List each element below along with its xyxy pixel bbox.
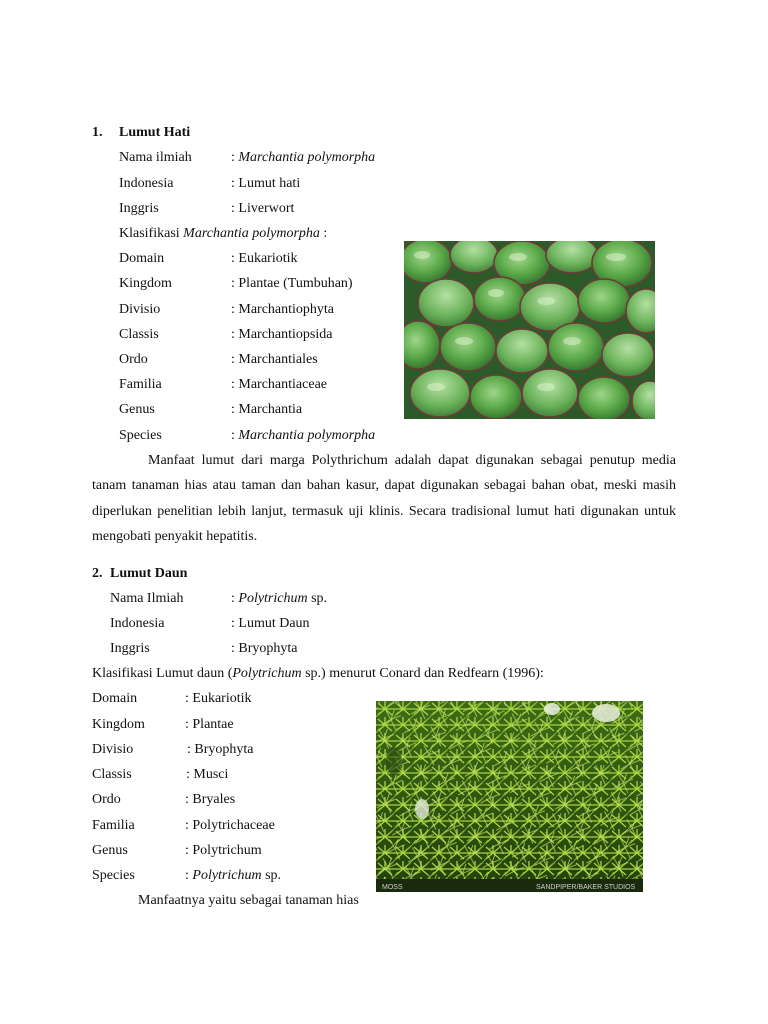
s2-tax-label-classis: Classis — [92, 767, 132, 782]
s1-value-nama-ilmiah: : Marchantia polymorpha — [231, 150, 376, 165]
s2-tax-value-classis: : Musci — [186, 767, 229, 782]
moss-photo — [376, 701, 643, 892]
s1-tax-label-kingdom: Kingdom — [119, 276, 172, 291]
s2-tax-label-kingdom: Kingdom — [92, 717, 145, 732]
section2-heading: Lumut Daun — [110, 566, 188, 581]
s1-tax-label-ordo: Ordo — [119, 352, 148, 367]
s2-tax-value-domain: : Eukariotik — [185, 691, 252, 706]
s1-tax-value-classis: : Marchantiopsida — [231, 327, 333, 342]
s2-tax-label-divisio: Divisio — [92, 742, 134, 757]
s1-tax-value-kingdom: : Plantae (Tumbuhan) — [231, 276, 353, 291]
section2-closing: Manfaatnya yaitu sebagai tanaman hias — [138, 893, 359, 908]
s2-label-inggris: Inggris — [110, 641, 150, 656]
section2-number: 2. — [92, 566, 103, 581]
s2-value-nama-ilmiah: : Polytrichum sp. — [231, 591, 328, 606]
s2-tax-label-domain: Domain — [92, 691, 138, 706]
s1-tax-value-ordo: : Marchantiales — [231, 352, 318, 367]
section1-number: 1. — [92, 125, 103, 140]
s1-tax-label-classis: Classis — [119, 327, 159, 342]
moss-photo-caption-right: SANDPIPER/BAKER STUDIOS — [536, 884, 636, 891]
liverwort-photo — [404, 241, 655, 419]
s2-value-inggris: : Bryophyta — [231, 641, 298, 656]
s1-tax-value-genus: : Marchantia — [231, 402, 303, 417]
s1-label-indonesia: Indonesia — [119, 176, 174, 191]
s1-tax-value-domain: : Eukariotik — [231, 251, 298, 266]
s1-tax-value-familia: : Marchantiaceae — [231, 377, 327, 392]
s1-label-nama-ilmiah: Nama ilmiah — [119, 150, 192, 165]
section1-heading: Lumut Hati — [119, 125, 191, 140]
s1-tax-label-divisio: Divisio — [119, 302, 161, 317]
s2-tax-label-familia: Familia — [92, 818, 135, 833]
s1-tax-label-species: Species — [119, 428, 162, 443]
s2-tax-value-kingdom: : Plantae — [185, 717, 234, 732]
s1-value-indonesia: : Lumut hati — [231, 176, 301, 191]
s2-label-nama-ilmiah: Nama Ilmiah — [110, 591, 184, 606]
s1-tax-label-genus: Genus — [119, 402, 155, 417]
section1-paragraph: Manfaat lumut dari marga Polythrichum adalah dapat digunakan sebagai penutup media tanam tanaman hias atau taman dan bahan kasur, dapat digunakan sebagai bahan obat, meski masih diperlukan penelitian lebih lanjut, termasuk uji klinis. Secara tradisional lumut hati digunakan untuk mengobati penyakit hepatitis. — [92, 453, 676, 545]
s2-klasifikasi-line: Klasifikasi Lumut daun (Polytrichum sp.) menurut Conard dan Redfearn (1996): — [92, 666, 544, 681]
s1-klasifikasi-line: Klasifikasi Marchantia polymorpha : — [119, 226, 328, 241]
s2-label-indonesia: Indonesia — [110, 616, 165, 631]
s2-tax-value-divisio: : Bryophyta — [187, 742, 254, 757]
s2-tax-value-species: : Polytrichum sp. — [185, 868, 282, 883]
s2-tax-label-species: Species — [92, 868, 135, 883]
s2-tax-label-genus: Genus — [92, 843, 128, 858]
s1-tax-label-domain: Domain — [119, 251, 165, 266]
s2-tax-value-genus: : Polytrichum — [185, 843, 262, 858]
s1-value-inggris: : Liverwort — [231, 201, 295, 216]
s1-tax-value-species: : Marchantia polymorpha — [231, 428, 376, 443]
s2-value-indonesia: : Lumut Daun — [231, 616, 310, 631]
s2-tax-label-ordo: Ordo — [92, 792, 121, 807]
s1-label-inggris: Inggris — [119, 201, 159, 216]
s2-tax-value-familia: : Polytrichaceae — [185, 818, 275, 833]
s1-tax-label-familia: Familia — [119, 377, 162, 392]
moss-photo-caption-left: MOSS — [382, 884, 403, 891]
s2-tax-value-ordo: : Bryales — [185, 792, 236, 807]
s1-tax-value-divisio: : Marchantiophyta — [231, 302, 335, 317]
